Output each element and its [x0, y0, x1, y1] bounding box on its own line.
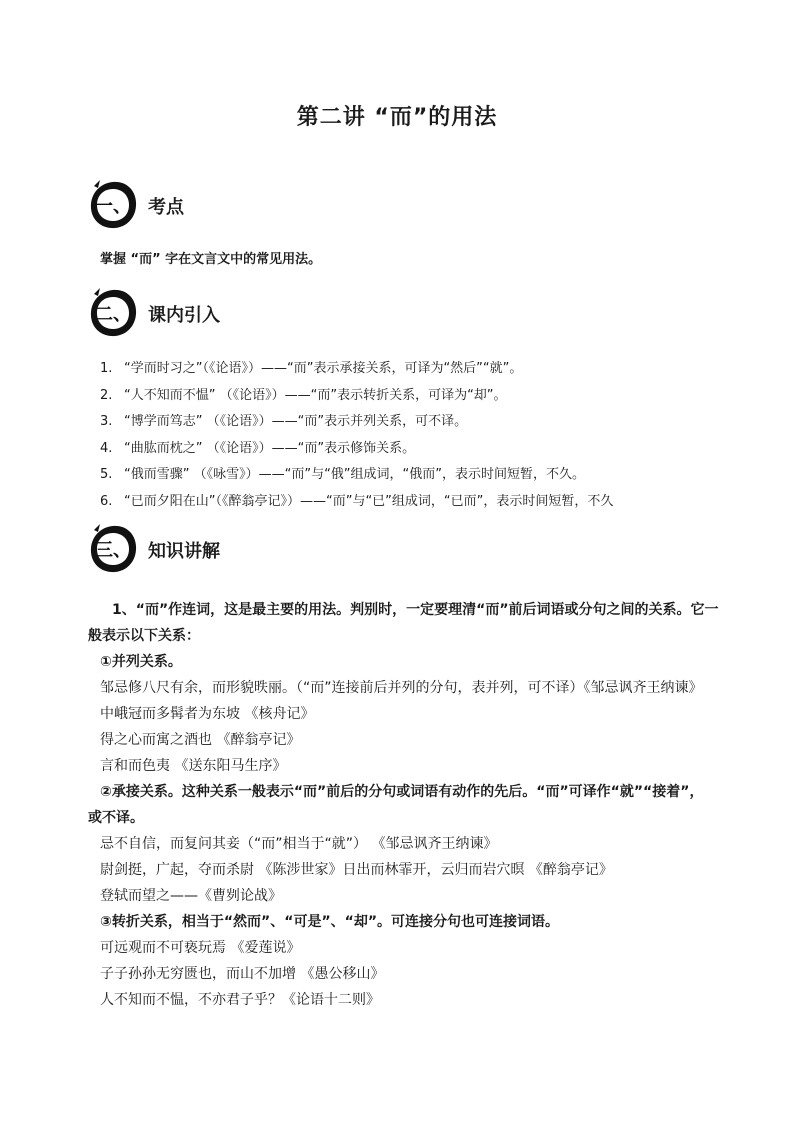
paragraph-line: 1、“而”作连词，这是最主要的用法。判别时，一定要理清“而”前后词语或分句之间的关系。它一 [112, 602, 719, 618]
section-title: 课内引入 [148, 305, 220, 326]
section-header-kaodian [86, 178, 486, 238]
list-item: 5. “俄而雪骤” （《咏雪》）——“而”与“俄”组成词，“俄而”，表示时间短暂，不久。 [100, 467, 586, 482]
example-line: 忌不自信，而复问其妾（“而”相当于“就”） 《邹忌讽齐王纳谏》 [100, 836, 498, 852]
example-line: 邹忌修八尺有余，而形貌昳丽。（“而”连接前后并列的分句，表并列，可不译）《邹忌讽齐王纳谏》 [100, 680, 703, 696]
section-number: 一、 [95, 196, 131, 217]
list-item: 4. “曲肱而枕之” （《论语》）——“而”表示修饰关系。 [100, 440, 416, 456]
subheading: ②承接关系。这种关系一般表示“而”前后的分句或词语有动作的先后。“而”可译作“就”“接着”， [100, 784, 704, 800]
intro-list [100, 358, 740, 517]
knowledge-body [88, 598, 750, 1014]
section-number: 三、 [95, 540, 131, 561]
subheading: ③转折关系，相当于“然而”、“可是”、“却”。可连接分句也可连接词语。 [100, 914, 560, 930]
example-line: 子子孙孙无穷匮也，而山不加增 《愚公移山》 [100, 966, 385, 982]
list-item: 3. “博学而笃志” （《论语》）——“而”表示并列关系，可不译。 [100, 414, 468, 429]
ink-circle-icon [86, 522, 140, 576]
example-line: 尉剑挺，广起，夺而杀尉 《陈涉世家》日出而林霏开，云归而岩穴暝 《醉翁亭记》 [100, 862, 613, 878]
section-header-knowledge [86, 522, 486, 582]
example-line: 言和而色夷 《送东阳马生序》 [100, 758, 287, 774]
example-line: 得之心而寓之酒也 《醉翁亭记》 [100, 732, 301, 748]
kaodian-text: 掌握 “而” 字在文言文中的常见用法。 [100, 252, 322, 267]
example-line: 人不知而不愠，不亦君子乎？《论语十二则》 [100, 992, 380, 1008]
list-item: 6. “已而夕阳在山”（《醉翁亭记》）——“而”与“已”组成词，“已而”，表示时间短暂，不久 [100, 493, 614, 509]
section-number: 二、 [95, 304, 131, 325]
section-header-intro [86, 286, 486, 346]
list-item: 1. “学而时习之”（《论语》）——“而”表示承接关系，可译为“然后”“就”。 [100, 361, 523, 376]
section-title: 知识讲解 [148, 541, 220, 562]
ink-circle-icon [86, 286, 140, 340]
list-item: 2. “人不知而不愠” （《论语》）——“而”表示转折关系，可译为“却”。 [100, 387, 507, 403]
ink-circle-icon [86, 178, 140, 232]
section-title: 考点 [148, 197, 184, 218]
example-line: 可远观而不可亵玩焉 《爱莲说》 [100, 940, 301, 956]
page-title: 第二讲 “而”的用法 [296, 105, 498, 130]
paragraph-line: 或不译。 [88, 810, 144, 826]
paragraph-line: 般表示以下关系： [88, 628, 200, 644]
example-line: 中峨冠而多髯者为东坡 《核舟记》 [100, 706, 315, 722]
subheading: ①并列关系。 [100, 654, 182, 670]
example-line: 登轼而望之——《曹刿论战》 [100, 888, 282, 904]
